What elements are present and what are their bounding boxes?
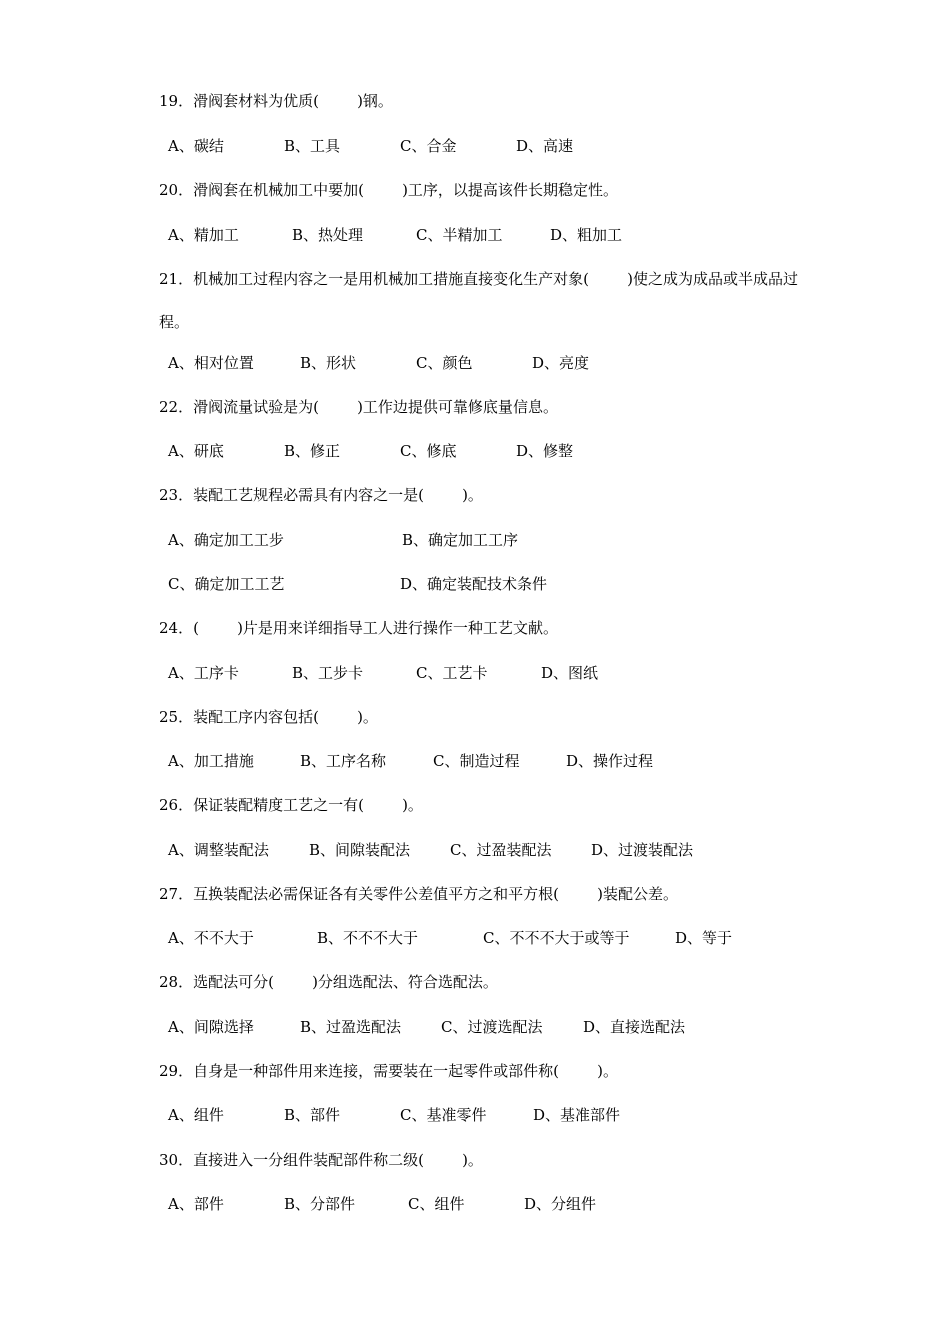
question-24: 24．( )片是用来详细指导工人进行操作一种工艺文献。 xyxy=(159,619,558,637)
question-30: 30．直接进入一分组件装配部件称二级( )。 xyxy=(159,1151,483,1169)
q26-option-b: B、间隙装配法 xyxy=(309,841,411,859)
question-21: 21．机械加工过程内容之一是用机械加工措施直接变化生产对象( )使之成为成品或半成品过 xyxy=(159,270,798,288)
q25-option-b: B、工序名称 xyxy=(300,752,387,770)
q23-option-d: D、确定装配技术条件 xyxy=(400,575,548,593)
q21-option-b: B、形状 xyxy=(300,354,357,372)
q20-option-c: C、半精加工 xyxy=(416,226,503,244)
q19-option-a: A、碳结 xyxy=(168,137,224,155)
q24-option-c: C、工艺卡 xyxy=(416,664,488,682)
q19-option-b: B、工具 xyxy=(284,137,341,155)
q30-option-c: C、组件 xyxy=(408,1195,465,1213)
q20-option-b: B、热处理 xyxy=(292,226,364,244)
q28-option-c: C、过渡选配法 xyxy=(441,1018,543,1036)
q25-option-c: C、制造过程 xyxy=(433,752,520,770)
q22-option-b: B、修正 xyxy=(284,442,341,460)
q23-option-a: A、确定加工工步 xyxy=(168,531,284,549)
q22-option-c: C、修底 xyxy=(400,442,457,460)
q30-option-b: B、分部件 xyxy=(284,1195,356,1213)
q21-option-a: A、相对位置 xyxy=(168,354,254,372)
q29-option-d: D、基准部件 xyxy=(533,1106,621,1124)
question-23: 23．装配工艺规程必需具有内容之一是( )。 xyxy=(159,486,483,504)
q19-option-d: D、高速 xyxy=(516,137,574,155)
q23-option-b: B、确定加工工序 xyxy=(402,531,519,549)
q24-option-b: B、工步卡 xyxy=(292,664,364,682)
q27-option-d: D、等于 xyxy=(675,929,733,947)
q19-option-c: C、合金 xyxy=(400,137,457,155)
q20-option-a: A、精加工 xyxy=(168,226,239,244)
q22-option-a: A、研底 xyxy=(168,442,224,460)
question-19: 19．滑阀套材料为优质( )钢。 xyxy=(159,92,393,110)
q23-option-c: C、确定加工工艺 xyxy=(168,575,285,593)
q28-option-d: D、直接选配法 xyxy=(583,1018,686,1036)
q26-option-c: C、过盈装配法 xyxy=(450,841,552,859)
q27-option-a: A、不不大于 xyxy=(168,929,254,947)
question-29: 29．自身是一种部件用来连接，需要装在一起零件或部件称( )。 xyxy=(159,1062,618,1080)
q29-option-a: A、组件 xyxy=(168,1106,224,1124)
question-25: 25．装配工序内容包括( )。 xyxy=(159,708,378,726)
q21-option-c: C、颜色 xyxy=(416,354,473,372)
q28-option-b: B、过盈选配法 xyxy=(300,1018,402,1036)
question-27: 27．互换装配法必需保证各有关零件公差值平方之和平方根( )装配公差。 xyxy=(159,885,678,903)
q27-option-b: B、不不不大于 xyxy=(317,929,419,947)
q24-option-d: D、图纸 xyxy=(541,664,599,682)
q22-option-d: D、修整 xyxy=(516,442,574,460)
question-20: 20．滑阀套在机械加工中要加( )工序，以提高该件长期稳定性。 xyxy=(159,181,618,199)
q20-option-d: D、粗加工 xyxy=(550,226,623,244)
question-22: 22．滑阀流量试验是为( )工作边提供可靠修底量信息。 xyxy=(159,398,558,416)
q29-option-c: C、基准零件 xyxy=(400,1106,487,1124)
q30-option-a: A、部件 xyxy=(168,1195,224,1213)
q28-option-a: A、间隙选择 xyxy=(168,1018,254,1036)
question-26: 26．保证装配精度工艺之一有( )。 xyxy=(159,796,423,814)
q25-option-d: D、操作过程 xyxy=(566,752,654,770)
q25-option-a: A、加工措施 xyxy=(168,752,254,770)
q27-option-c: C、不不不大于或等于 xyxy=(483,929,630,947)
q30-option-d: D、分组件 xyxy=(524,1195,597,1213)
question-28: 28．选配法可分( )分组选配法、符合选配法。 xyxy=(159,973,498,991)
q24-option-a: A、工序卡 xyxy=(168,664,239,682)
q21-option-d: D、亮度 xyxy=(532,354,590,372)
q29-option-b: B、部件 xyxy=(284,1106,341,1124)
question-21-continuation: 程。 xyxy=(159,313,190,331)
q26-option-d: D、过渡装配法 xyxy=(591,841,694,859)
q26-option-a: A、调整装配法 xyxy=(168,841,269,859)
